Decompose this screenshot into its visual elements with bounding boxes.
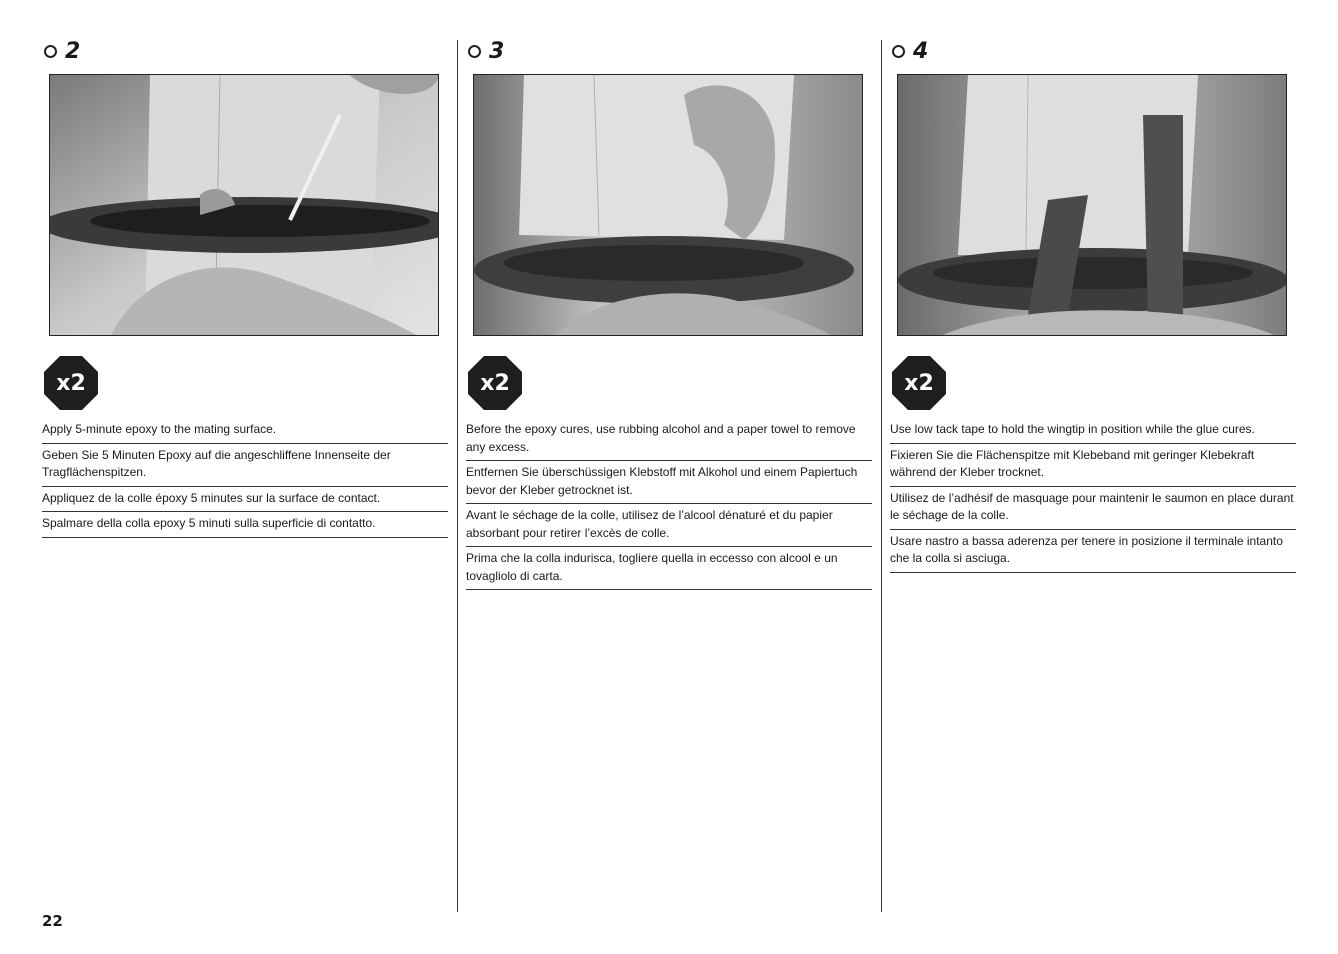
checkbox-circle-icon <box>468 45 481 58</box>
instruction-texts <box>466 418 872 590</box>
step-number: 3 <box>489 38 505 64</box>
instruction-fr: Utilisez de l’adhésif de masquage pour maintenir le saumon en place durant le séchage de la colle. <box>890 487 1296 530</box>
quantity-badge <box>892 356 946 410</box>
instruction-de: Geben Sie 5 Minuten Epoxy auf die angeschliffene Innenseite der Tragflächenspitzen. <box>42 444 448 487</box>
step-3-column <box>466 36 872 590</box>
instruction-en: Use low tack tape to hold the wingtip in position while the glue cures. <box>890 418 1296 444</box>
instruction-de: Entfernen Sie überschüssigen Klebstoff mit Alkohol und einem Papiertuch bevor der Kleber getrocknet ist. <box>466 461 872 504</box>
step-4-header <box>892 36 1296 66</box>
checkbox-circle-icon <box>892 45 905 58</box>
column-divider-2 <box>881 40 882 912</box>
step-number: 2 <box>65 38 81 64</box>
instruction-en: Apply 5-minute epoxy to the mating surface. <box>42 418 448 444</box>
badge-label: x2 <box>56 370 86 396</box>
page-number: 22 <box>42 912 63 930</box>
step-3-header <box>468 36 872 66</box>
instruction-de: Fixieren Sie die Flächenspitze mit Klebeband mit geringer Klebekraft während der Kleber trocknet. <box>890 444 1296 487</box>
instruction-it: Spalmare della colla epoxy 5 minuti sulla superficie di contatto. <box>42 512 448 538</box>
badge-label: x2 <box>904 370 934 396</box>
instruction-it: Prima che la colla indurisca, togliere quella in eccesso con alcool e un tovagliolo di carta. <box>466 547 872 590</box>
quantity-badge <box>44 356 98 410</box>
checkbox-circle-icon <box>44 45 57 58</box>
step-2-header <box>44 36 448 66</box>
step-4-column <box>890 36 1296 573</box>
instruction-texts <box>890 418 1296 573</box>
quantity-badge <box>468 356 522 410</box>
badge-label: x2 <box>480 370 510 396</box>
step-2-column <box>42 36 448 538</box>
applying-epoxy-photo <box>49 74 439 336</box>
removing-excess-glue-photo <box>473 74 863 336</box>
instruction-fr: Appliquez de la colle époxy 5 minutes sur la surface de contact. <box>42 487 448 513</box>
instruction-it: Usare nastro a bassa aderenza per tenere in posizione il terminale intanto che la colla si asciuga. <box>890 530 1296 573</box>
instruction-texts <box>42 418 448 538</box>
taping-wingtip-photo <box>897 74 1287 336</box>
instruction-fr: Avant le séchage de la colle, utilisez de l’alcool dénaturé et du papier absorbant pour retirer l’excès de colle. <box>466 504 872 547</box>
column-divider-1 <box>457 40 458 912</box>
step-number: 4 <box>913 38 929 64</box>
instruction-en: Before the epoxy cures, use rubbing alcohol and a paper towel to remove any excess. <box>466 418 872 461</box>
